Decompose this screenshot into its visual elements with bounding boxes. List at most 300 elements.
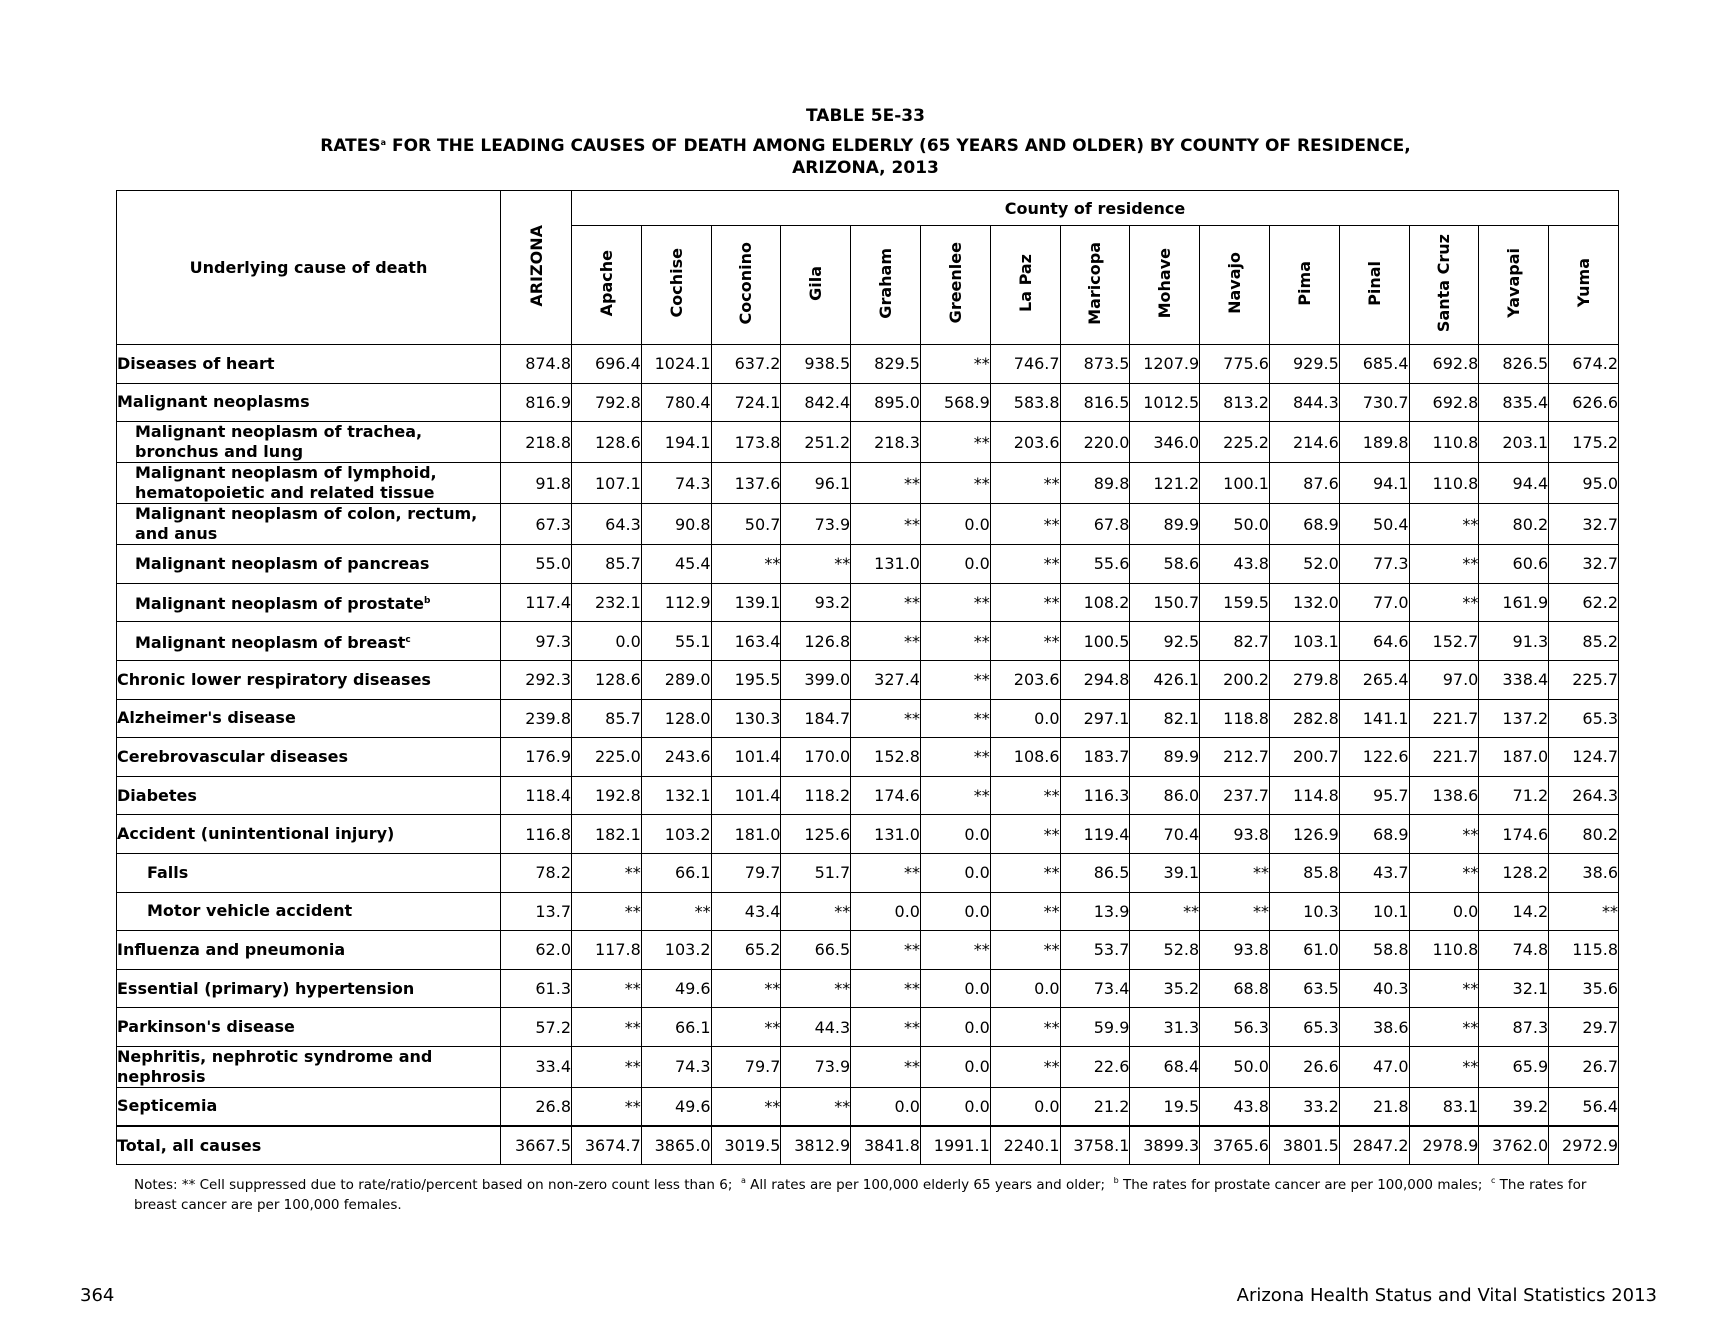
county-value-cell: 0.0 [572,622,642,661]
county-value-cell: 53.7 [1060,931,1130,970]
county-value-cell: 842.4 [781,383,851,422]
county-value-cell: 128.6 [572,422,642,463]
county-value-cell: ** [1409,583,1479,622]
state-column-header: ARIZONA [501,191,572,345]
county-value-cell: 3801.5 [1269,1126,1339,1165]
county-value-cell: 170.0 [781,738,851,777]
table-row [117,1008,1619,1047]
county-value-cell: ** [920,422,990,463]
county-value-cell: ** [781,545,851,584]
cause-cell: Diseases of heart [117,345,501,384]
county-value-cell: 132.1 [641,776,711,815]
county-value-cell: 0.0 [920,1087,990,1126]
county-column-header: Cochise [641,226,711,345]
county-value-cell: 583.8 [990,383,1060,422]
county-value-cell: 126.9 [1269,815,1339,854]
county-value-cell: ** [851,1046,921,1087]
county-value-cell: 68.4 [1130,1046,1200,1087]
arizona-value-cell: 26.8 [501,1087,572,1126]
arizona-value-cell: 78.2 [501,853,572,892]
county-value-cell: 138.6 [1409,776,1479,815]
county-value-cell: 32.7 [1549,545,1619,584]
county-value-cell: 128.6 [572,660,642,699]
county-value-cell: 929.5 [1269,345,1339,384]
county-value-cell: 100.1 [1200,463,1270,504]
county-column-header: Apache [572,226,642,345]
county-value-cell: 93.8 [1200,931,1270,970]
county-value-cell: 71.2 [1479,776,1549,815]
county-value-cell: 85.8 [1269,853,1339,892]
county-value-cell: 68.9 [1269,504,1339,545]
county-value-cell: ** [1409,1008,1479,1047]
county-value-cell: 125.6 [781,815,851,854]
county-value-cell: 251.2 [781,422,851,463]
county-value-cell: 97.0 [1409,660,1479,699]
county-value-cell: 68.8 [1200,969,1270,1008]
county-value-cell: 399.0 [781,660,851,699]
county-value-cell: 73.9 [781,1046,851,1087]
county-value-cell: ** [990,815,1060,854]
county-value-cell: 95.7 [1339,776,1409,815]
county-value-cell: 264.3 [1549,776,1619,815]
county-value-cell: 85.2 [1549,622,1619,661]
county-value-cell: 183.7 [1060,738,1130,777]
table-row [117,463,1619,504]
county-value-cell: 214.6 [1269,422,1339,463]
county-value-cell: 181.0 [711,815,781,854]
county-value-cell: 696.4 [572,345,642,384]
county-column-header: Maricopa [1060,226,1130,345]
county-value-cell: 86.5 [1060,853,1130,892]
county-column-header: Mohave [1130,226,1200,345]
county-value-cell: 175.2 [1549,422,1619,463]
title-rest: FOR THE LEADING CAUSES OF DEATH AMONG ELDERLY (65 YEARS AND OLDER) BY COUNTY OF RESIDENCE, [386,136,1411,156]
county-column-header: Yuma [1549,226,1619,345]
county-value-cell: 89.9 [1130,738,1200,777]
county-value-cell: 220.0 [1060,422,1130,463]
cause-cell: Diabetes [117,776,501,815]
county-value-cell: 103.1 [1269,622,1339,661]
county-value-cell: 21.2 [1060,1087,1130,1126]
county-value-cell: ** [920,931,990,970]
county-value-cell: ** [711,1087,781,1126]
county-value-cell: 203.1 [1479,422,1549,463]
county-value-cell: ** [851,699,921,738]
county-value-cell: 103.2 [641,931,711,970]
county-value-cell: 79.7 [711,1046,781,1087]
county-value-cell: 93.2 [781,583,851,622]
county-value-cell: 64.3 [572,504,642,545]
county-value-cell: ** [711,1008,781,1047]
county-value-cell: ** [1409,853,1479,892]
county-value-cell: 0.0 [920,815,990,854]
county-value-cell: 49.6 [641,969,711,1008]
county-value-cell: 1207.9 [1130,345,1200,384]
county-value-cell: ** [851,969,921,1008]
table-row [117,1046,1619,1087]
county-column-header: Graham [851,226,921,345]
county-value-cell: 56.3 [1200,1008,1270,1047]
table-row [117,583,1619,622]
county-value-cell: 173.8 [711,422,781,463]
county-value-cell: ** [990,583,1060,622]
county-value-cell: ** [572,1008,642,1047]
cause-cell: Malignant neoplasms [117,383,501,422]
county-value-cell: 66.1 [641,853,711,892]
county-value-cell: 218.3 [851,422,921,463]
county-value-cell: 73.4 [1060,969,1130,1008]
county-value-cell: ** [920,699,990,738]
cause-cell: Malignant neoplasm of lymphoid, hematopoietic and related tissue [117,463,501,504]
county-value-cell: 108.2 [1060,583,1130,622]
county-value-cell: ** [851,583,921,622]
county-value-cell: 112.9 [641,583,711,622]
county-value-cell: 829.5 [851,345,921,384]
county-value-cell: 40.3 [1339,969,1409,1008]
county-value-cell: ** [920,463,990,504]
county-value-cell: 80.2 [1549,815,1619,854]
county-column-header: Coconino [711,226,781,345]
county-value-cell: 3899.3 [1130,1126,1200,1165]
county-value-cell: 101.4 [711,776,781,815]
county-value-cell: 121.2 [1130,463,1200,504]
county-value-cell: 58.8 [1339,931,1409,970]
county-value-cell: 19.5 [1130,1087,1200,1126]
county-value-cell: 152.7 [1409,622,1479,661]
arizona-value-cell: 67.3 [501,504,572,545]
arizona-value-cell: 176.9 [501,738,572,777]
table-row [117,345,1619,384]
county-value-cell: 73.9 [781,504,851,545]
county-value-cell: 346.0 [1130,422,1200,463]
county-value-cell: 692.8 [1409,383,1479,422]
county-value-cell: 200.2 [1200,660,1270,699]
county-value-cell: 50.4 [1339,504,1409,545]
county-value-cell: 74.3 [641,463,711,504]
table-row [117,660,1619,699]
arizona-value-cell: 117.4 [501,583,572,622]
county-value-cell: ** [990,1008,1060,1047]
county-value-cell: 39.1 [1130,853,1200,892]
county-value-cell: 813.2 [1200,383,1270,422]
county-value-cell: ** [1130,892,1200,931]
county-value-cell: 3865.0 [641,1126,711,1165]
county-value-cell: ** [851,622,921,661]
table-row [117,969,1619,1008]
county-value-cell: 107.1 [572,463,642,504]
county-value-cell: 95.0 [1549,463,1619,504]
county-value-cell: 79.7 [711,853,781,892]
county-value-cell: 83.1 [1409,1087,1479,1126]
county-value-cell: 163.4 [711,622,781,661]
county-value-cell: 50.0 [1200,1046,1270,1087]
county-value-cell: 159.5 [1200,583,1270,622]
cause-cell: Falls [117,853,501,892]
county-value-cell: 115.8 [1549,931,1619,970]
county-value-cell: 294.8 [1060,660,1130,699]
county-value-cell: 780.4 [641,383,711,422]
county-value-cell: 116.3 [1060,776,1130,815]
county-value-cell: 203.6 [990,660,1060,699]
county-value-cell: 89.8 [1060,463,1130,504]
county-column-header: Gila [781,226,851,345]
county-value-cell: ** [1409,1046,1479,1087]
county-value-cell: ** [920,622,990,661]
county-column-header: Pinal [1339,226,1409,345]
county-value-cell: 61.0 [1269,931,1339,970]
county-column-header: Navajo [1200,226,1270,345]
county-value-cell: 110.8 [1409,931,1479,970]
arizona-value-cell: 97.3 [501,622,572,661]
cause-cell: Total, all causes [117,1126,501,1165]
county-value-cell: 89.9 [1130,504,1200,545]
cause-cell: Chronic lower respiratory diseases [117,660,501,699]
county-value-cell: ** [920,660,990,699]
county-value-cell: 96.1 [781,463,851,504]
county-value-cell: ** [990,545,1060,584]
county-value-cell: 119.4 [1060,815,1130,854]
county-value-cell: 2972.9 [1549,1126,1619,1165]
county-value-cell: 3762.0 [1479,1126,1549,1165]
county-value-cell: 85.7 [572,699,642,738]
county-value-cell: 74.3 [641,1046,711,1087]
county-value-cell: 0.0 [990,1087,1060,1126]
county-value-cell: 279.8 [1269,660,1339,699]
county-group-header: County of residence [572,191,1619,226]
county-value-cell: ** [920,738,990,777]
county-value-cell: 65.3 [1269,1008,1339,1047]
county-value-cell: ** [572,1046,642,1087]
county-value-cell: 2978.9 [1409,1126,1479,1165]
county-value-cell: 122.6 [1339,738,1409,777]
county-value-cell: 55.1 [641,622,711,661]
county-value-cell: 62.2 [1549,583,1619,622]
county-value-cell: 775.6 [1200,345,1270,384]
table-row [117,545,1619,584]
county-value-cell: 289.0 [641,660,711,699]
county-value-cell: ** [781,1087,851,1126]
county-value-cell: 38.6 [1339,1008,1409,1047]
county-value-cell: 225.2 [1200,422,1270,463]
table-row [117,422,1619,463]
county-value-cell: ** [851,463,921,504]
cause-cell: Alzheimer's disease [117,699,501,738]
county-value-cell: ** [572,892,642,931]
county-value-cell: 65.3 [1549,699,1619,738]
county-value-cell: 826.5 [1479,345,1549,384]
county-value-cell: ** [1409,545,1479,584]
table-row [117,1087,1619,1126]
county-value-cell: 137.6 [711,463,781,504]
county-value-cell: 35.2 [1130,969,1200,1008]
county-value-cell: ** [1409,815,1479,854]
county-value-cell: 327.4 [851,660,921,699]
county-value-cell: 67.8 [1060,504,1130,545]
table-row [117,622,1619,661]
county-value-cell: 60.6 [1479,545,1549,584]
county-value-cell: 568.9 [920,383,990,422]
county-value-cell: 59.9 [1060,1008,1130,1047]
county-value-cell: 141.1 [1339,699,1409,738]
county-value-cell: ** [851,931,921,970]
county-value-cell: 724.1 [711,383,781,422]
county-value-cell: ** [990,776,1060,815]
county-value-cell: 192.8 [572,776,642,815]
county-value-cell: 0.0 [920,969,990,1008]
table-row [117,853,1619,892]
county-value-cell: 243.6 [641,738,711,777]
county-value-cell: 282.8 [1269,699,1339,738]
county-value-cell: 43.8 [1200,545,1270,584]
county-value-cell: 77.0 [1339,583,1409,622]
county-value-cell: 65.9 [1479,1046,1549,1087]
county-value-cell: 32.1 [1479,969,1549,1008]
county-value-cell: ** [990,931,1060,970]
county-value-cell: 43.7 [1339,853,1409,892]
cause-cell: Essential (primary) hypertension [117,969,501,1008]
county-value-cell: 189.8 [1339,422,1409,463]
county-value-cell: 626.6 [1549,383,1619,422]
county-value-cell: 184.7 [781,699,851,738]
county-value-cell: 161.9 [1479,583,1549,622]
county-value-cell: 0.0 [851,1087,921,1126]
county-value-cell: 195.5 [711,660,781,699]
arizona-value-cell: 816.9 [501,383,572,422]
arizona-value-cell: 13.7 [501,892,572,931]
county-value-cell: 118.8 [1200,699,1270,738]
county-value-cell: 93.8 [1200,815,1270,854]
county-value-cell: ** [711,545,781,584]
county-value-cell: 100.5 [1060,622,1130,661]
county-value-cell: 3019.5 [711,1126,781,1165]
county-value-cell: 182.1 [572,815,642,854]
county-value-cell: 55.6 [1060,545,1130,584]
county-value-cell: ** [572,853,642,892]
county-value-cell: 174.6 [1479,815,1549,854]
county-value-cell: 225.7 [1549,660,1619,699]
cause-cell: Nephritis, nephrotic syndrome and nephrosis [117,1046,501,1087]
arizona-value-cell: 218.8 [501,422,572,463]
county-value-cell: 0.0 [851,892,921,931]
county-value-cell: 110.8 [1409,463,1479,504]
county-value-cell: 43.4 [711,892,781,931]
county-value-cell: 13.9 [1060,892,1130,931]
county-value-cell: 685.4 [1339,345,1409,384]
county-value-cell: 237.7 [1200,776,1270,815]
county-value-cell: 730.7 [1339,383,1409,422]
cause-cell: Malignant neoplasm of trachea, bronchus and lung [117,422,501,463]
county-value-cell: 221.7 [1409,699,1479,738]
county-column-header: La Paz [990,226,1060,345]
county-value-cell: ** [572,1087,642,1126]
table-row [117,815,1619,854]
arizona-value-cell: 33.4 [501,1046,572,1087]
county-value-cell: 101.4 [711,738,781,777]
county-value-cell: 52.0 [1269,545,1339,584]
county-value-cell: 200.7 [1269,738,1339,777]
county-value-cell: 39.2 [1479,1087,1549,1126]
county-value-cell: 110.8 [1409,422,1479,463]
county-value-cell: 3841.8 [851,1126,921,1165]
county-value-cell: 29.7 [1549,1008,1619,1047]
table-number: TABLE 5E-33 [806,106,925,126]
county-value-cell: 103.2 [641,815,711,854]
county-value-cell: 32.7 [1549,504,1619,545]
cause-cell: Accident (unintentional injury) [117,815,501,854]
cause-cell: Septicemia [117,1087,501,1126]
county-value-cell: 139.1 [711,583,781,622]
county-value-cell: 203.6 [990,422,1060,463]
cause-cell: Influenza and pneumonia [117,931,501,970]
county-value-cell: 0.0 [920,545,990,584]
county-value-cell: 38.6 [1549,853,1619,892]
table-row [117,931,1619,970]
county-value-cell: 51.7 [781,853,851,892]
county-value-cell: 52.8 [1130,931,1200,970]
county-value-cell: 3674.7 [572,1126,642,1165]
county-value-cell: 94.4 [1479,463,1549,504]
county-value-cell: ** [1200,892,1270,931]
arizona-value-cell: 239.8 [501,699,572,738]
county-value-cell: 0.0 [1409,892,1479,931]
table-row [117,383,1619,422]
county-value-cell: 74.8 [1479,931,1549,970]
county-value-cell: 68.9 [1339,815,1409,854]
county-value-cell: 232.1 [572,583,642,622]
page-number: 364 [80,1285,115,1306]
cause-column-header: Underlying cause of death [117,191,501,345]
county-value-cell: 3812.9 [781,1126,851,1165]
county-value-cell: 10.3 [1269,892,1339,931]
county-value-cell: 194.1 [641,422,711,463]
county-value-cell: 137.2 [1479,699,1549,738]
county-value-cell: 895.0 [851,383,921,422]
county-value-cell: 131.0 [851,545,921,584]
county-value-cell: 10.1 [1339,892,1409,931]
arizona-value-cell: 116.8 [501,815,572,854]
county-value-cell: 86.0 [1130,776,1200,815]
county-value-cell: 674.2 [1549,345,1619,384]
county-value-cell: ** [851,504,921,545]
table-row [117,776,1619,815]
county-value-cell: 3765.6 [1200,1126,1270,1165]
county-value-cell: 44.3 [781,1008,851,1047]
county-value-cell: ** [641,892,711,931]
county-value-cell: ** [851,853,921,892]
county-value-cell: 873.5 [1060,345,1130,384]
county-value-cell: 426.1 [1130,660,1200,699]
county-value-cell: ** [990,1046,1060,1087]
county-value-cell: ** [1200,853,1270,892]
county-value-cell: 45.4 [641,545,711,584]
county-value-cell: ** [990,463,1060,504]
arizona-value-cell: 3667.5 [501,1126,572,1165]
county-value-cell: ** [1409,504,1479,545]
county-value-cell: 297.1 [1060,699,1130,738]
county-value-cell: 58.6 [1130,545,1200,584]
county-value-cell: 33.2 [1269,1087,1339,1126]
county-value-cell: 77.3 [1339,545,1409,584]
county-column-header: Yavapai [1479,226,1549,345]
county-value-cell: 1012.5 [1130,383,1200,422]
county-value-cell: 844.3 [1269,383,1339,422]
county-value-cell: ** [1549,892,1619,931]
table-row [117,504,1619,545]
county-value-cell: 124.7 [1549,738,1619,777]
county-value-cell: 92.5 [1130,622,1200,661]
county-value-cell: 128.0 [641,699,711,738]
arizona-value-cell: 55.0 [501,545,572,584]
